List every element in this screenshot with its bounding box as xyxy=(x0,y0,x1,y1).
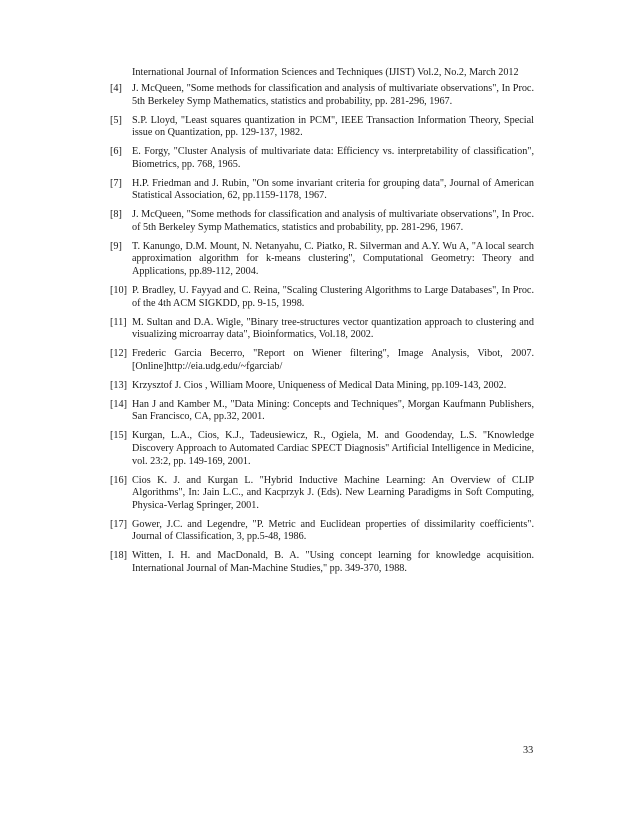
reference-text: Witten, I. H. and MacDonald, B. A. "Using concept learning for knowledge acquisition. International Journal of Man-Machine Studies," pp. 349-370, 1988. xyxy=(132,550,534,574)
reference-text: Krzysztof J. Cios , William Moore, Uniqueness of Medical Data Mining, pp.109-143, 2002. xyxy=(132,379,507,391)
reference-number: [6] xyxy=(110,146,122,158)
reference-item xyxy=(110,519,534,544)
reference-text: Gower, J.C. and Legendre, "P. Metric and Euclidean properties of dissimilarity coefficients". Journal of Classification, 3, pp.5-48, 1986. xyxy=(132,518,534,543)
reference-item xyxy=(110,115,534,140)
reference-item xyxy=(110,348,534,373)
reference-text: Han J and Kamber M., "Data Mining: Concepts and Techniques", Morgan Kaufmann Publishers, San Francisco, CA, pp.32, 2001. xyxy=(132,398,534,423)
reference-number: [5] xyxy=(110,114,122,126)
reference-text: Cios K. J. and Kurgan L. "Hybrid Inductive Machine Learning: An Overview of CLIP Algorithms", In: Jain L.C., and Kacprzyk J. (Eds). New Learning Paradigms in Soft Computing, Physica-Verlag Springer, 2001. xyxy=(132,474,534,511)
reference-text: P. Bradley, U. Fayyad and C. Reina, "Scaling Clustering Algorithms to Large Databases", In Proc. of the 4th ACM SIGKDD, pp. 9-15, 1998. xyxy=(132,285,534,309)
reference-text: S.P. Lloyd, "Least squares quantization in PCM", IEEE Transaction Information Theory, Special issue on Quantization, pp. 129-137, 1982. xyxy=(132,114,534,139)
reference-number: [13] xyxy=(110,379,127,391)
reference-number: [4] xyxy=(110,83,122,94)
reference-item xyxy=(110,285,534,310)
reference-text: H.P. Friedman and J. Rubin, "On some invariant criteria for grouping data", Journal of American Statistical Association, 62, pp.1159-1178, 1967. xyxy=(132,177,534,202)
page-number: 33 xyxy=(523,745,534,756)
running-header: International Journal of Information Sciences and Techniques (IJIST) Vol.2, No.2, March 2012 xyxy=(132,67,519,78)
reference-text: J. McQueen, "Some methods for classification and analysis of multivariate observations", In Proc. 5th Berkeley Symp Mathematics, statistics and probability, pp. 281-296, 1967. xyxy=(132,83,534,107)
reference-item xyxy=(110,399,534,424)
reference-item xyxy=(110,550,534,575)
reference-number: [17] xyxy=(110,518,127,530)
reference-text: M. Sultan and D.A. Wigle, "Binary tree-structures vector quantization approach to clustering and visualizing microarray data", Bioinformatics, Vol.18, 2002. xyxy=(132,316,534,341)
reference-item xyxy=(110,209,534,234)
reference-text: J. McQueen, "Some methods for classification and analysis of multivariate observations", In Proc. of 5th Berkeley Symp Mathematics, statistics and probability, pp. 281-296, 1967. xyxy=(132,209,534,233)
reference-number: [10] xyxy=(110,285,127,297)
reference-item xyxy=(110,317,534,342)
reference-item xyxy=(110,430,534,468)
reference-number: [7] xyxy=(110,177,122,189)
reference-number: [15] xyxy=(110,430,127,442)
reference-item xyxy=(110,146,534,171)
reference-item xyxy=(110,83,534,108)
reference-item xyxy=(110,380,534,393)
reference-text: Kurgan, L.A., Cios, K.J., Tadeusiewicz, R., Ogiela, M. and Goodenday, L.S. "Knowledge Discovery Approach to Automated Cardiac SPECT Diagnosis" Artificial Intelligence in Medicine, vol. 23:2, pp. 149-169, 2001. xyxy=(132,430,534,467)
reference-number: [14] xyxy=(110,398,127,410)
reference-text: Frederic Garcia Becerro, "Report on Wiener filtering", Image Analysis, Vibot, 2007. [Online]http://eia.udg.edu/~fgarciab/ xyxy=(132,348,534,372)
reference-item xyxy=(110,178,534,203)
reference-text: T. Kanungo, D.M. Mount, N. Netanyahu, C. Piatko, R. Silverman and A.Y. Wu A, "A local search approximation algorithm for k-means clustering", Computational Geometry: Theory and Applications, pp.89-112, 2004. xyxy=(132,240,534,278)
reference-number: [18] xyxy=(110,550,127,562)
reference-number: [12] xyxy=(110,348,127,360)
reference-number: [9] xyxy=(110,240,122,252)
reference-item xyxy=(110,475,534,513)
reference-number: [16] xyxy=(110,474,127,486)
reference-text: E. Forgy, "Cluster Analysis of multivariate data: Efficiency vs. interpretability of classification", Biometrics, pp. 768, 1965. xyxy=(132,146,534,170)
reference-item xyxy=(110,241,534,279)
reference-number: [8] xyxy=(110,209,122,221)
reference-number: [11] xyxy=(110,316,127,328)
reference-list xyxy=(110,83,534,582)
